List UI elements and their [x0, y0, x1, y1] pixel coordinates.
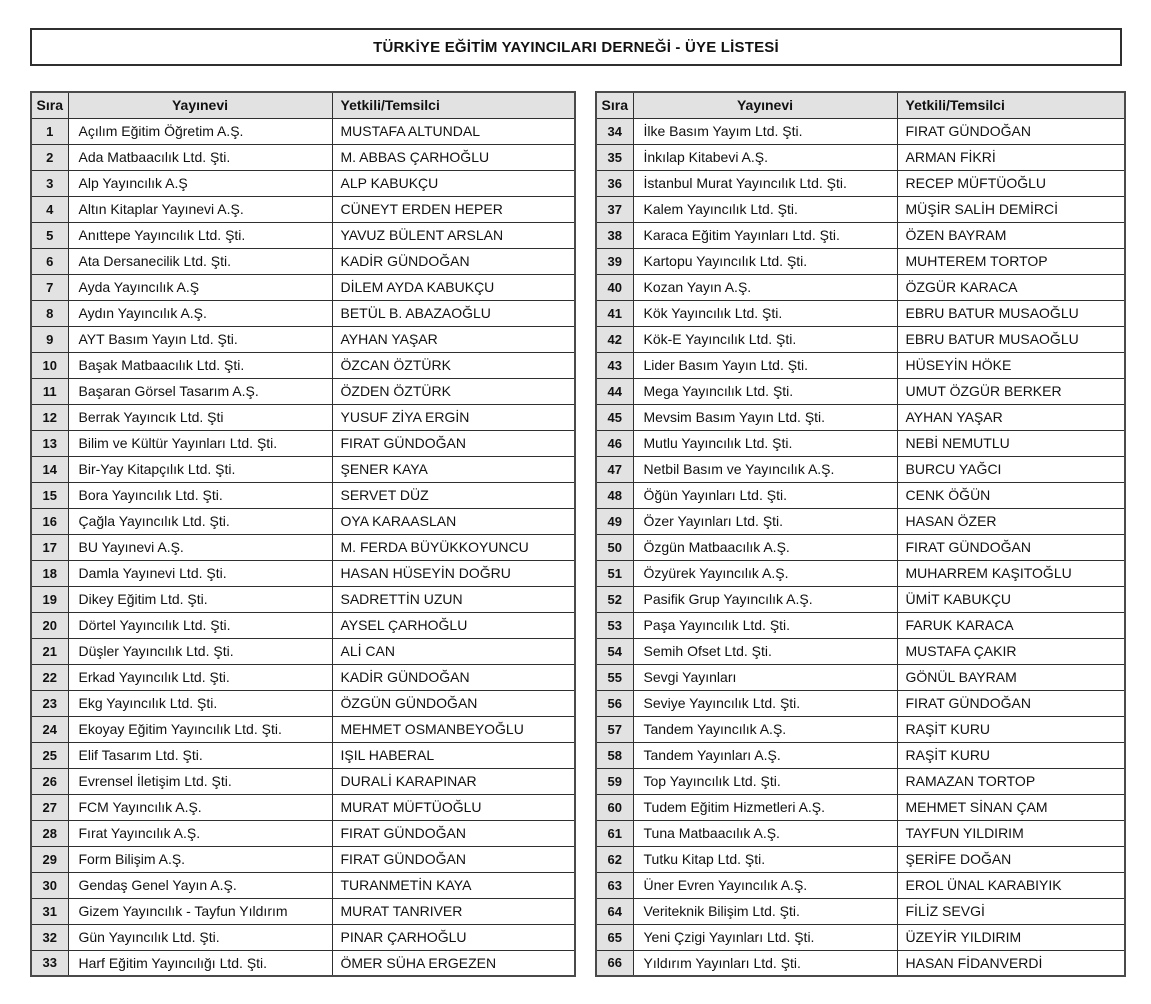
table-row [31, 248, 575, 274]
publisher-cell: Karaca Eğitim Yayınları Ltd. Şti. [633, 222, 897, 248]
row-number-cell: 31 [31, 898, 68, 924]
publisher-cell: Kartopu Yayıncılık Ltd. Şti. [633, 248, 897, 274]
representative-cell: NEBİ NEMUTLU [897, 430, 1125, 456]
row-number-cell: 38 [596, 222, 633, 248]
row-number-cell: 12 [31, 404, 68, 430]
row-number-cell: 7 [31, 274, 68, 300]
representative-cell: ALP KABUKÇU [332, 170, 575, 196]
table-row [31, 222, 575, 248]
publisher-cell: Ata Dersanecilik Ltd. Şti. [68, 248, 332, 274]
table-row [31, 300, 575, 326]
row-number-cell: 19 [31, 586, 68, 612]
representative-cell: DİLEM AYDA KABUKÇU [332, 274, 575, 300]
publisher-cell: Öğün Yayınları Ltd. Şti. [633, 482, 897, 508]
publisher-cell: Anıttepe Yayıncılık Ltd. Şti. [68, 222, 332, 248]
table-row [596, 144, 1125, 170]
publisher-cell: Top Yayıncılık Ltd. Şti. [633, 768, 897, 794]
representative-cell: BURCU YAĞCI [897, 456, 1125, 482]
publisher-cell: AYT Basım Yayın Ltd. Şti. [68, 326, 332, 352]
table-row [596, 664, 1125, 690]
publisher-cell: Gizem Yayıncılık - Tayfun Yıldırım [68, 898, 332, 924]
table-row [596, 742, 1125, 768]
representative-cell: IŞIL HABERAL [332, 742, 575, 768]
table-row [31, 612, 575, 638]
representative-cell: FARUK KARACA [897, 612, 1125, 638]
publisher-cell: Özyürek Yayıncılık A.Ş. [633, 560, 897, 586]
row-number-cell: 6 [31, 248, 68, 274]
table-row [596, 638, 1125, 664]
row-number-cell: 30 [31, 872, 68, 898]
row-number-cell: 44 [596, 378, 633, 404]
publisher-cell: Kalem Yayıncılık Ltd. Şti. [633, 196, 897, 222]
table-row [31, 352, 575, 378]
row-number-cell: 5 [31, 222, 68, 248]
table-row [596, 820, 1125, 846]
row-number-cell: 3 [31, 170, 68, 196]
representative-cell: RECEP MÜFTÜOĞLU [897, 170, 1125, 196]
column-header-yetkili: Yetkili/Temsilci [897, 92, 1125, 118]
table-row [596, 612, 1125, 638]
row-number-cell: 32 [31, 924, 68, 950]
table-row [31, 872, 575, 898]
table-row [31, 404, 575, 430]
representative-cell: FİLİZ SEVGİ [897, 898, 1125, 924]
row-number-cell: 52 [596, 586, 633, 612]
representative-cell: MEHMET SİNAN ÇAM [897, 794, 1125, 820]
publisher-cell: İlke Basım Yayım Ltd. Şti. [633, 118, 897, 144]
publisher-cell: Açılım Eğitim Öğretim A.Ş. [68, 118, 332, 144]
row-number-cell: 58 [596, 742, 633, 768]
representative-cell: EBRU BATUR MUSAOĞLU [897, 300, 1125, 326]
representative-cell: HASAN HÜSEYİN DOĞRU [332, 560, 575, 586]
publisher-cell: Tandem Yayıncılık A.Ş. [633, 716, 897, 742]
representative-cell: SERVET DÜZ [332, 482, 575, 508]
row-number-cell: 37 [596, 196, 633, 222]
publisher-cell: Bilim ve Kültür Yayınları Ltd. Şti. [68, 430, 332, 456]
representative-cell: PINAR ÇARHOĞLU [332, 924, 575, 950]
row-number-cell: 49 [596, 508, 633, 534]
representative-cell: CÜNEYT ERDEN HEPER [332, 196, 575, 222]
row-number-cell: 28 [31, 820, 68, 846]
row-number-cell: 48 [596, 482, 633, 508]
table-row [31, 664, 575, 690]
representative-cell: MUHARREM KAŞITOĞLU [897, 560, 1125, 586]
column-header-yayinevi: Yayınevi [633, 92, 897, 118]
representative-cell: UMUT ÖZGÜR BERKER [897, 378, 1125, 404]
row-number-cell: 54 [596, 638, 633, 664]
table-row [596, 482, 1125, 508]
publisher-cell: Gün Yayıncılık Ltd. Şti. [68, 924, 332, 950]
representative-cell: MÜŞİR SALİH DEMİRCİ [897, 196, 1125, 222]
row-number-cell: 60 [596, 794, 633, 820]
table-row [596, 274, 1125, 300]
row-number-cell: 53 [596, 612, 633, 638]
table-row [596, 196, 1125, 222]
row-number-cell: 33 [31, 950, 68, 976]
table-row [31, 118, 575, 144]
row-number-cell: 36 [596, 170, 633, 196]
representative-cell: EROL ÜNAL KARABIYIK [897, 872, 1125, 898]
row-number-cell: 8 [31, 300, 68, 326]
table-row [596, 534, 1125, 560]
table-row [596, 456, 1125, 482]
row-number-cell: 23 [31, 690, 68, 716]
row-number-cell: 4 [31, 196, 68, 222]
row-number-cell: 2 [31, 144, 68, 170]
table-row [596, 300, 1125, 326]
row-number-cell: 22 [31, 664, 68, 690]
row-number-cell: 42 [596, 326, 633, 352]
row-number-cell: 10 [31, 352, 68, 378]
table-row [596, 560, 1125, 586]
table-row [596, 508, 1125, 534]
representative-cell: HÜSEYİN HÖKE [897, 352, 1125, 378]
publisher-cell: Mega Yayıncılık Ltd. Şti. [633, 378, 897, 404]
table-row [31, 560, 575, 586]
publisher-cell: FCM Yayıncılık A.Ş. [68, 794, 332, 820]
column-header-yetkili: Yetkili/Temsilci [332, 92, 575, 118]
table-row [31, 690, 575, 716]
representative-cell: MUSTAFA ALTUNDAL [332, 118, 575, 144]
table-row [31, 768, 575, 794]
table-body [596, 118, 1125, 976]
row-number-cell: 47 [596, 456, 633, 482]
publisher-cell: Başaran Görsel Tasarım A.Ş. [68, 378, 332, 404]
publisher-cell: Ekg Yayıncılık Ltd. Şti. [68, 690, 332, 716]
row-number-cell: 66 [596, 950, 633, 976]
representative-cell: KADİR GÜNDOĞAN [332, 664, 575, 690]
table-row [596, 378, 1125, 404]
publisher-cell: Başak Matbaacılık Ltd. Şti. [68, 352, 332, 378]
publisher-cell: Paşa Yayıncılık Ltd. Şti. [633, 612, 897, 638]
representative-cell: MUSTAFA ÇAKIR [897, 638, 1125, 664]
row-number-cell: 64 [596, 898, 633, 924]
table-row [596, 794, 1125, 820]
row-number-cell: 25 [31, 742, 68, 768]
publisher-cell: Üner Evren Yayıncılık A.Ş. [633, 872, 897, 898]
table-row [596, 326, 1125, 352]
column-header-sira: Sıra [31, 92, 68, 118]
table-row [31, 534, 575, 560]
representative-cell: AYSEL ÇARHOĞLU [332, 612, 575, 638]
publisher-cell: Fırat Yayıncılık A.Ş. [68, 820, 332, 846]
table-row [31, 638, 575, 664]
publisher-cell: Dikey Eğitim Ltd. Şti. [68, 586, 332, 612]
table-row [596, 690, 1125, 716]
row-number-cell: 1 [31, 118, 68, 144]
row-number-cell: 34 [596, 118, 633, 144]
row-number-cell: 29 [31, 846, 68, 872]
representative-cell: M. ABBAS ÇARHOĞLU [332, 144, 575, 170]
representative-cell: RAŞİT KURU [897, 742, 1125, 768]
representative-cell: RAŞİT KURU [897, 716, 1125, 742]
representative-cell: BETÜL B. ABAZAOĞLU [332, 300, 575, 326]
representative-cell: ÖMER SÜHA ERGEZEN [332, 950, 575, 976]
table-row [596, 872, 1125, 898]
representative-cell: ÖZGÜN GÜNDOĞAN [332, 690, 575, 716]
publisher-cell: Bora Yayıncılık Ltd. Şti. [68, 482, 332, 508]
publisher-cell: Erkad Yayıncılık Ltd. Şti. [68, 664, 332, 690]
table-row [31, 170, 575, 196]
representative-cell: ÖZEN BAYRAM [897, 222, 1125, 248]
row-number-cell: 57 [596, 716, 633, 742]
publisher-cell: Lider Basım Yayın Ltd. Şti. [633, 352, 897, 378]
table-row [596, 898, 1125, 924]
row-number-cell: 51 [596, 560, 633, 586]
publisher-cell: Berrak Yayıncık Ltd. Şti [68, 404, 332, 430]
representative-cell: YAVUZ BÜLENT ARSLAN [332, 222, 575, 248]
table-row [31, 326, 575, 352]
row-number-cell: 13 [31, 430, 68, 456]
representative-cell: HASAN FİDANVERDİ [897, 950, 1125, 976]
representative-cell: MUHTEREM TORTOP [897, 248, 1125, 274]
table-row [596, 950, 1125, 976]
representative-cell: TAYFUN YILDIRIM [897, 820, 1125, 846]
member-table-left [30, 91, 576, 977]
publisher-cell: Tutku Kitap Ltd. Şti. [633, 846, 897, 872]
table-row [31, 924, 575, 950]
publisher-cell: Özgün Matbaacılık A.Ş. [633, 534, 897, 560]
table-row [31, 586, 575, 612]
table-row [31, 196, 575, 222]
publisher-cell: Çağla Yayıncılık Ltd. Şti. [68, 508, 332, 534]
publisher-cell: Netbil Basım ve Yayıncılık A.Ş. [633, 456, 897, 482]
column-header-sira: Sıra [596, 92, 633, 118]
publisher-cell: Evrensel İletişim Ltd. Şti. [68, 768, 332, 794]
publisher-cell: Yeni Çzigi Yayınları Ltd. Şti. [633, 924, 897, 950]
publisher-cell: Düşler Yayıncılık Ltd. Şti. [68, 638, 332, 664]
representative-cell: KADİR GÜNDOĞAN [332, 248, 575, 274]
table-row [596, 846, 1125, 872]
representative-cell: YUSUF ZİYA ERGİN [332, 404, 575, 430]
representative-cell: ŞERİFE DOĞAN [897, 846, 1125, 872]
representative-cell: MEHMET OSMANBEYOĞLU [332, 716, 575, 742]
header-row [31, 92, 575, 118]
representative-cell: ŞENER KAYA [332, 456, 575, 482]
publisher-cell: Altın Kitaplar Yayınevi A.Ş. [68, 196, 332, 222]
publisher-cell: Semih Ofset Ltd. Şti. [633, 638, 897, 664]
representative-cell: DURALİ KARAPINAR [332, 768, 575, 794]
publisher-cell: Tandem Yayınları A.Ş. [633, 742, 897, 768]
representative-cell: GÖNÜL BAYRAM [897, 664, 1125, 690]
table-row [31, 742, 575, 768]
publisher-cell: İstanbul Murat Yayıncılık Ltd. Şti. [633, 170, 897, 196]
row-number-cell: 61 [596, 820, 633, 846]
representative-cell: ALİ CAN [332, 638, 575, 664]
publisher-cell: Ekoyay Eğitim Yayıncılık Ltd. Şti. [68, 716, 332, 742]
row-number-cell: 55 [596, 664, 633, 690]
table-row [31, 716, 575, 742]
table-row [596, 222, 1125, 248]
publisher-cell: Aydın Yayıncılık A.Ş. [68, 300, 332, 326]
row-number-cell: 14 [31, 456, 68, 482]
row-number-cell: 24 [31, 716, 68, 742]
publisher-cell: Veriteknik Bilişim Ltd. Şti. [633, 898, 897, 924]
publisher-cell: Kök-E Yayıncılık Ltd. Şti. [633, 326, 897, 352]
representative-cell: ÜMİT KABUKÇU [897, 586, 1125, 612]
column-header-yayinevi: Yayınevi [68, 92, 332, 118]
table-row [596, 352, 1125, 378]
representative-cell: AYHAN YAŞAR [332, 326, 575, 352]
row-number-cell: 17 [31, 534, 68, 560]
table-row [596, 118, 1125, 144]
row-number-cell: 20 [31, 612, 68, 638]
representative-cell: OYA KARAASLAN [332, 508, 575, 534]
publisher-cell: Kök Yayıncılık Ltd. Şti. [633, 300, 897, 326]
table-row [596, 248, 1125, 274]
publisher-cell: Damla Yayınevi Ltd. Şti. [68, 560, 332, 586]
publisher-cell: Ayda Yayıncılık A.Ş [68, 274, 332, 300]
representative-cell: EBRU BATUR MUSAOĞLU [897, 326, 1125, 352]
publisher-cell: Yıldırım Yayınları Ltd. Şti. [633, 950, 897, 976]
representative-cell: CENK ÖĞÜN [897, 482, 1125, 508]
table-row [31, 898, 575, 924]
table-body [31, 118, 575, 976]
table-row [31, 794, 575, 820]
table-row [31, 846, 575, 872]
row-number-cell: 56 [596, 690, 633, 716]
table-row [31, 456, 575, 482]
representative-cell: ÖZDEN ÖZTÜRK [332, 378, 575, 404]
title-box [30, 28, 1122, 66]
publisher-cell: Özer Yayınları Ltd. Şti. [633, 508, 897, 534]
row-number-cell: 16 [31, 508, 68, 534]
row-number-cell: 46 [596, 430, 633, 456]
row-number-cell: 18 [31, 560, 68, 586]
row-number-cell: 65 [596, 924, 633, 950]
publisher-cell: Seviye Yayıncılık Ltd. Şti. [633, 690, 897, 716]
page-title: TÜRKİYE EĞİTİM YAYINCILARI DERNEĞİ - ÜYE LİSTESİ [373, 38, 779, 56]
publisher-cell: Pasifik Grup Yayıncılık A.Ş. [633, 586, 897, 612]
representative-cell: SADRETTİN UZUN [332, 586, 575, 612]
header-row [596, 92, 1125, 118]
table-row [596, 404, 1125, 430]
row-number-cell: 15 [31, 482, 68, 508]
representative-cell: RAMAZAN TORTOP [897, 768, 1125, 794]
representative-cell: MURAT MÜFTÜOĞLU [332, 794, 575, 820]
row-number-cell: 21 [31, 638, 68, 664]
row-number-cell: 26 [31, 768, 68, 794]
publisher-cell: Dörtel Yayıncılık Ltd. Şti. [68, 612, 332, 638]
publisher-cell: Gendaş Genel Yayın A.Ş. [68, 872, 332, 898]
representative-cell: M. FERDA BÜYÜKKOYUNCU [332, 534, 575, 560]
representative-cell: FIRAT GÜNDOĞAN [332, 846, 575, 872]
publisher-cell: Mevsim Basım Yayın Ltd. Şti. [633, 404, 897, 430]
representative-cell: FIRAT GÜNDOĞAN [332, 820, 575, 846]
table-row [31, 950, 575, 976]
representative-cell: MURAT TANRIVER [332, 898, 575, 924]
row-number-cell: 39 [596, 248, 633, 274]
member-table-right [595, 91, 1126, 977]
representative-cell: HASAN ÖZER [897, 508, 1125, 534]
representative-cell: FIRAT GÜNDOĞAN [897, 690, 1125, 716]
row-number-cell: 35 [596, 144, 633, 170]
table-row [596, 924, 1125, 950]
table-row [31, 508, 575, 534]
publisher-cell: Bir-Yay Kitapçılık Ltd. Şti. [68, 456, 332, 482]
row-number-cell: 41 [596, 300, 633, 326]
representative-cell: AYHAN YAŞAR [897, 404, 1125, 430]
representative-cell: ARMAN FİKRİ [897, 144, 1125, 170]
row-number-cell: 59 [596, 768, 633, 794]
table-row [31, 482, 575, 508]
publisher-cell: Harf Eğitim Yayıncılığı Ltd. Şti. [68, 950, 332, 976]
table-row [31, 430, 575, 456]
publisher-cell: Sevgi Yayınları [633, 664, 897, 690]
row-number-cell: 43 [596, 352, 633, 378]
row-number-cell: 63 [596, 872, 633, 898]
table-row [596, 430, 1125, 456]
publisher-cell: Tuna Matbaacılık A.Ş. [633, 820, 897, 846]
row-number-cell: 9 [31, 326, 68, 352]
row-number-cell: 45 [596, 404, 633, 430]
row-number-cell: 40 [596, 274, 633, 300]
publisher-cell: Form Bilişim A.Ş. [68, 846, 332, 872]
table-row [31, 820, 575, 846]
representative-cell: FIRAT GÜNDOĞAN [332, 430, 575, 456]
row-number-cell: 62 [596, 846, 633, 872]
publisher-cell: Elif Tasarım Ltd. Şti. [68, 742, 332, 768]
table-row [596, 586, 1125, 612]
publisher-cell: BU Yayınevi A.Ş. [68, 534, 332, 560]
representative-cell: TURANMETİN KAYA [332, 872, 575, 898]
publisher-cell: İnkılap Kitabevi A.Ş. [633, 144, 897, 170]
representative-cell: ÖZCAN ÖZTÜRK [332, 352, 575, 378]
representative-cell: FIRAT GÜNDOĞAN [897, 118, 1125, 144]
representative-cell: ÜZEYİR YILDIRIM [897, 924, 1125, 950]
publisher-cell: Ada Matbaacılık Ltd. Şti. [68, 144, 332, 170]
publisher-cell: Alp Yayıncılık A.Ş [68, 170, 332, 196]
row-number-cell: 11 [31, 378, 68, 404]
row-number-cell: 50 [596, 534, 633, 560]
publisher-cell: Kozan Yayın A.Ş. [633, 274, 897, 300]
table-row [596, 768, 1125, 794]
table-row [596, 170, 1125, 196]
representative-cell: FIRAT GÜNDOĞAN [897, 534, 1125, 560]
row-number-cell: 27 [31, 794, 68, 820]
table-row [31, 274, 575, 300]
table-row [31, 144, 575, 170]
table-row [596, 716, 1125, 742]
table-header [31, 92, 575, 118]
publisher-cell: Mutlu Yayıncılık Ltd. Şti. [633, 430, 897, 456]
table-header [596, 92, 1125, 118]
representative-cell: ÖZGÜR KARACA [897, 274, 1125, 300]
table-row [31, 378, 575, 404]
publisher-cell: Tudem Eğitim Hizmetleri A.Ş. [633, 794, 897, 820]
